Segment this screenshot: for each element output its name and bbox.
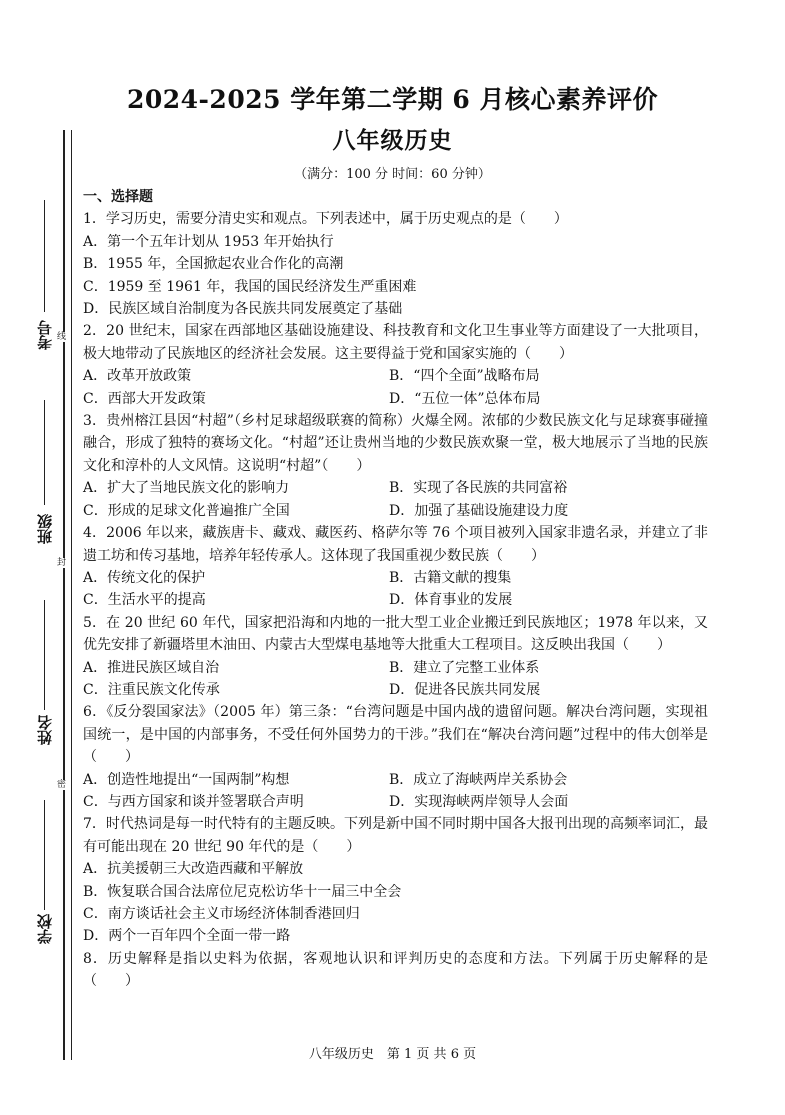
question-stem: 5．在 20 世纪 60 年代，国家把沿海和内地的一批大型工业企业搬迁到民族地区；1978 年以来，又优先安排了新疆塔里木油田、内蒙古大型煤电基地等大批重大工程项目。这反映出我国（ ） bbox=[83, 614, 708, 654]
answer-option: C．生活水平的提高 bbox=[83, 592, 206, 609]
answer-option: A．推进民族区域自治 bbox=[83, 659, 220, 676]
seal-char-seal: 封 bbox=[57, 558, 67, 568]
seal-char-secret: 密 bbox=[57, 780, 67, 790]
answer-option: A．抗美援朝三大改造西藏和平解放 bbox=[83, 861, 304, 878]
answer-option: C．注重民族文化传承 bbox=[83, 681, 220, 698]
question-list bbox=[83, 208, 708, 992]
answer-option: A．改革开放政策 bbox=[83, 368, 192, 385]
option-row bbox=[83, 500, 708, 522]
answer-option: A．创造性地提出“一国两制”构想 bbox=[83, 771, 290, 788]
question-stem: 7．时代热词是每一时代特有的主题反映。下列是新中国不同时期中国各大报刊出现的高频率词汇，最有可能出现在 20 世纪 90 年代的是（ ） bbox=[83, 816, 708, 855]
margin-label-exam-number: 考号 bbox=[36, 320, 54, 350]
answer-option: C．南方谈话社会主义市场经济体制香港回归 bbox=[83, 906, 360, 922]
option-row bbox=[83, 791, 708, 813]
answer-option: C．形成的足球文化普遍推广全国 bbox=[83, 502, 290, 519]
exam-number-blank bbox=[44, 200, 45, 312]
answer-option: A．第一个五年计划从 1953 年开始执行 bbox=[83, 233, 334, 250]
answer-option: C．1959 至 1961 年，我国的国民经济发生严重困难 bbox=[83, 278, 417, 295]
answer-option: B．建立了完整工业体系 bbox=[389, 659, 540, 676]
option-row bbox=[83, 477, 708, 499]
answer-option: D．体育事业的发展 bbox=[389, 592, 513, 609]
answer-option: D．实现海峡两岸领导人会面 bbox=[389, 793, 569, 810]
answer-option: D．加强了基础设施建设力度 bbox=[389, 502, 569, 519]
answer-option: B．成立了海峡两岸关系协会 bbox=[389, 771, 568, 788]
question-stem: 3．贵州榕江县因“村超”（乡村足球超级联赛的简称）火爆全网。浓郁的少数民族文化与足球赛事碰撞融合，形成了独特的赛场文化。“村超”还让贵州当地的少数民族欢聚一堂，极大地展示了当地的民族文化和淳朴的人文风情。这说明“村超”（ ） bbox=[83, 413, 708, 474]
margin-label-name: 姓名 bbox=[36, 715, 54, 745]
answer-option: D．“五位一体”总体布局 bbox=[389, 390, 541, 407]
question-stem: 4．2006 年以来，藏族唐卡、藏戏、藏医药、格萨尔等 76 个项目被列入国家非遗名录，并建立了非遗工坊和传习基地，培养年轻传承人。这体现了我国重视少数民族（ ） bbox=[83, 525, 708, 564]
answer-option: B．实现了各民族的共同富裕 bbox=[389, 480, 568, 497]
option-row bbox=[83, 589, 708, 611]
page-footer: 八年级历史 第 1 页 共 6 页 bbox=[308, 1047, 477, 1062]
answer-option: B．“四个全面”战略布局 bbox=[389, 368, 540, 385]
section-heading: 一、选择题 bbox=[83, 189, 153, 205]
option-row bbox=[83, 567, 708, 589]
option-row bbox=[83, 679, 708, 701]
answer-option: B．1955 年，全国掀起农业合作化的高潮 bbox=[83, 256, 344, 273]
option-row bbox=[83, 388, 708, 410]
answer-option: A．扩大了当地民族文化的影响力 bbox=[83, 480, 290, 497]
class-blank bbox=[44, 400, 45, 505]
seal-char-line: 线 bbox=[57, 332, 67, 342]
exam-meta: （满分：100 分 时间：60 分钟） bbox=[294, 167, 491, 182]
binding-line-outer bbox=[63, 130, 65, 1060]
answer-option: B．古籍文献的搜集 bbox=[389, 569, 512, 586]
question-stem: 1．学习历史，需要分清史实和观点。下列表述中，属于历史观点的是（ ） bbox=[83, 211, 568, 228]
answer-option: B．恢复联合国合法席位尼克松访华十一届三中全会 bbox=[83, 883, 402, 900]
question-stem: 6．《反分裂国家法》（2005 年）第三条：“台湾问题是中国内战的遗留问题。解决台湾问题，实现祖国统一，是中国的内部事务，不受任何外国势力的干涉。”我们在“解决台湾问题”过程中的伟大创举是（ ） bbox=[83, 704, 708, 766]
answer-option: D．促进各民族共同发展 bbox=[389, 681, 541, 698]
option-row bbox=[83, 769, 708, 791]
question-stem: 8．历史解释是指以史料为依据，客观地认识和评判历史的态度和方法。下列属于历史解释的是（ ） bbox=[83, 950, 708, 990]
answer-option: A．传统文化的保护 bbox=[83, 569, 206, 586]
school-blank bbox=[44, 800, 45, 910]
answer-option: C．与西方国家和谈并签署联合声明 bbox=[83, 793, 304, 810]
margin-label-class: 班级 bbox=[36, 514, 54, 544]
name-blank bbox=[44, 600, 45, 710]
margin-label-school: 学校 bbox=[36, 914, 54, 944]
answer-option: C．西部大开发政策 bbox=[83, 390, 206, 407]
option-row bbox=[83, 657, 708, 679]
question-area bbox=[83, 186, 708, 993]
answer-option: D．民族区域自治制度为各民族共同发展奠定了基础 bbox=[83, 301, 403, 318]
answer-option: D．两个一百年四个全面一带一路 bbox=[83, 928, 291, 945]
exam-subject: 八年级历史 bbox=[332, 127, 453, 154]
question-stem: 2．20 世纪末，国家在西部地区基础设施建设、科技教育和文化卫生事业等方面建设了一大批项目，极大地带动了民族地区的经济社会发展。这主要得益于党和国家实施的（ ） bbox=[83, 323, 708, 362]
option-row bbox=[83, 365, 708, 387]
exam-title: 2024-2025 学年第二学期 6 月核心素养评价 bbox=[126, 85, 659, 114]
binding-line-inner bbox=[71, 130, 72, 1060]
